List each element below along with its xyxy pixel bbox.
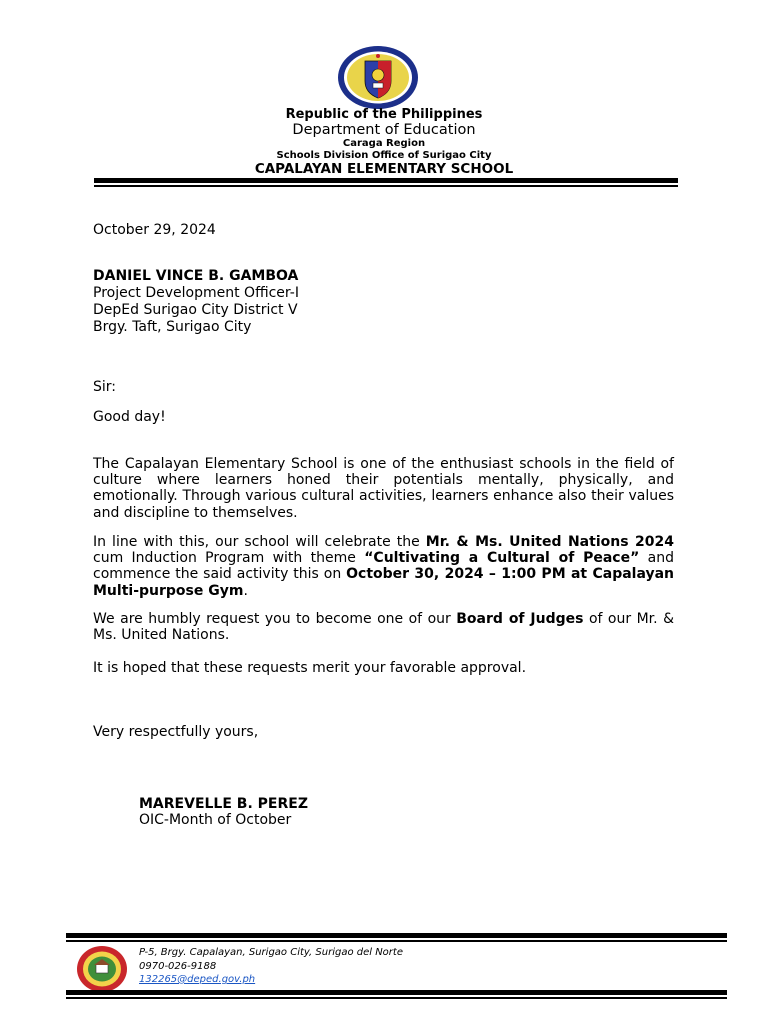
salutation: Sir: [93, 379, 117, 395]
footer-divider-bottom-thick [66, 990, 727, 995]
header-department: Department of Education [292, 122, 476, 138]
deped-seal-icon [337, 45, 419, 110]
footer-divider-bottom-thin [66, 997, 727, 999]
event-theme: “Cultivating a Cultural of Peace” [364, 550, 640, 567]
header-division: Schools Division Office of Surigao City [276, 150, 492, 161]
recipient-name: DANIEL VINCE B. GAMBOA [93, 268, 299, 284]
footer-address: P-5, Brgy. Capalayan, Surigao City, Surigao del Norte [139, 947, 403, 958]
footer-divider-thick [66, 933, 727, 938]
letter-date: October 29, 2024 [93, 222, 216, 238]
header-divider-thin [94, 185, 678, 187]
recipient-position: Project Development Officer-I [93, 285, 299, 301]
header-divider-thick [94, 178, 678, 183]
closing: Very respectfully yours, [93, 724, 259, 740]
signatory-name: MAREVELLE B. PEREZ [139, 796, 308, 812]
paragraph-intro: The Capalayan Elementary School is one of the enthusiast schools in the field of culture where learners honed their potentials mentally, physically, and emotionally. Through various cultural activities, learners enhance also their values and discipline to themselves. [93, 456, 674, 521]
greeting: Good day! [93, 409, 166, 425]
recipient-address: Brgy. Taft, Surigao City [93, 319, 252, 335]
footer-divider-thin [66, 940, 727, 942]
event-name: Mr. & Ms. United Nations 2024 [425, 534, 674, 550]
footer-phone: 0970-026-9188 [139, 961, 217, 972]
event-schedule: October 30, 2024 – 1:00 PM at Capalayan Multi-purpose Gym [93, 566, 675, 599]
footer-email-link[interactable]: 132265@deped.gov.ph [139, 974, 256, 985]
signatory-title: OIC-Month of October [139, 812, 292, 828]
paragraph-request: We are humbly request you to become one of our Board of Judges of our Mr. & Ms. United Nations. [93, 611, 674, 644]
paragraph-event: In line with this, our school will celebrate the Mr. & Ms. United Nations 2024 cum Induction Program with theme “Cultivating a Cultural of Peace” and commence the said activity this on October 30, 2024 – 1:00 PM at Capalayan Multi-purpose Gym. [93, 534, 675, 599]
school-logo-icon [76, 945, 128, 993]
header-region: Caraga Region [342, 138, 426, 149]
paragraph-approval: It is hoped that these requests merit your favorable approval. [93, 660, 527, 676]
recipient-office: DepEd Surigao City District V [93, 302, 298, 318]
header-school-name: CAPALAYAN ELEMENTARY SCHOOL [254, 161, 514, 177]
header-republic: Republic of the Philippines [285, 107, 483, 122]
board-of-judges: Board of Judges [456, 611, 584, 627]
